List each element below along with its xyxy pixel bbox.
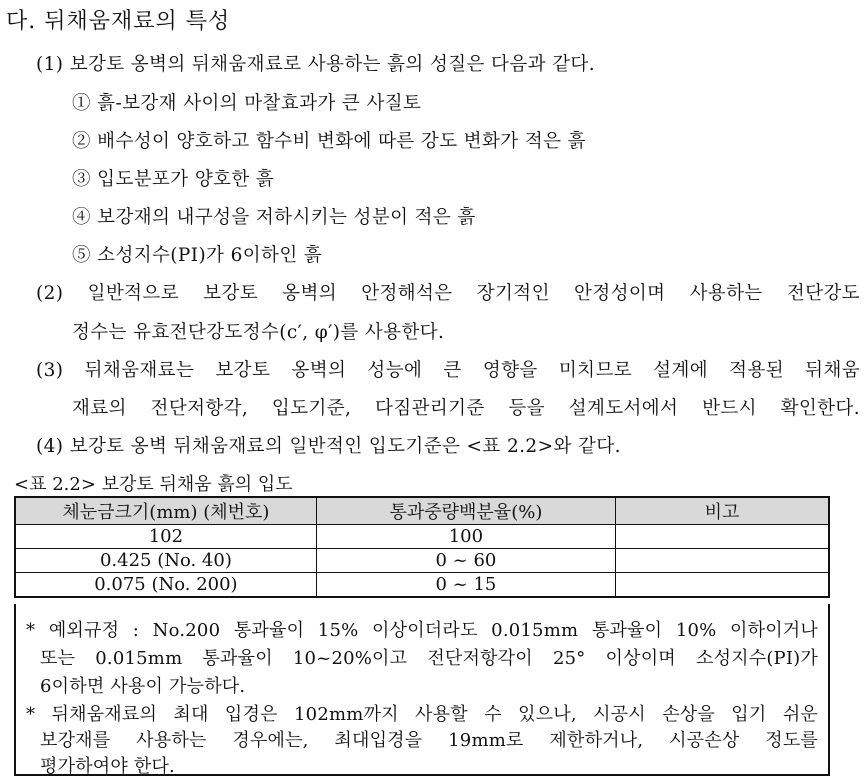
table-row [15, 549, 829, 573]
subitem-5: ⑤ 소성지수(PI)가 6이하인 흙 [72, 245, 323, 266]
item-3-line-1: (3) 뒤채움재료는 보강토 옹벽의 성능에 큰 영향을 미치므로 설계에 적용된 뒤채움 [36, 360, 860, 381]
cell-sieve: 0.425 (No. 40) [15, 549, 316, 573]
item-1: (1) 보강토 옹벽의 뒤채움재료로 사용하는 흙의 성질은 다음과 같다. [36, 54, 595, 75]
subitem-3: ③ 입도분포가 양호한 흙 [72, 169, 275, 190]
header-percent-passing: 통과중량백분율(%) [316, 497, 615, 525]
cell-percent: 0 ~ 60 [316, 549, 615, 573]
note-1-line-2: 또는 0.015mm 통과율이 10~20%이고 전단저항각이 25° 이상이며 소성지수(PI)가 [40, 648, 818, 669]
cell-percent: 100 [316, 525, 615, 549]
gradation-table [14, 496, 830, 598]
section-heading: 다. 뒤채움재료의 특성 [6, 9, 231, 34]
table-row [15, 573, 829, 598]
cell-sieve: 102 [15, 525, 316, 549]
cell-remarks [616, 573, 829, 598]
note-1-line-3: 6이하면 사용이 가능하다. [40, 676, 246, 697]
header-remarks: 비고 [616, 497, 829, 525]
cell-remarks [616, 525, 829, 549]
item-2-line-2: 정수는 유효전단강도정수(c′, φ′)를 사용한다. [72, 322, 445, 343]
note-2-line-2: 보강재를 사용하는 경우에는, 최대입경을 19mm로 제한하거나, 시공손상 정도를 [40, 730, 818, 751]
cell-sieve: 0.075 (No. 200) [15, 573, 316, 598]
subitem-2: ② 배수성이 양호하고 함수비 변화에 따른 강도 변화가 적은 흙 [72, 131, 586, 152]
table-caption: <표 2.2> 보강토 뒤채움 흙의 입도 [14, 474, 293, 495]
notes-box [14, 604, 830, 776]
note-2-line-3: 평가하여야 한다. [40, 756, 175, 777]
item-4: (4) 보강토 옹벽 뒤채움재료의 일반적인 입도기준은 <표 2.2>와 같다. [36, 436, 621, 457]
cell-remarks [616, 549, 829, 573]
header-sieve-size: 체눈금크기(mm) (체번호) [15, 497, 316, 525]
table-row [15, 525, 829, 549]
subitem-4: ④ 보강재의 내구성을 저하시키는 성분이 적은 흙 [72, 207, 476, 228]
cell-percent: 0 ~ 15 [316, 573, 615, 598]
item-3-line-2: 재료의 전단저항각, 입도기준, 다짐관리기준 등을 설계도서에서 반드시 확인한다. [72, 398, 860, 419]
item-2-line-1: (2) 일반적으로 보강토 옹벽의 안정해석은 장기적인 안정성이며 사용하는 전단강도 [36, 283, 860, 304]
note-1-line-1: * 예외규정 : No.200 통과율이 15% 이상이더라도 0.015mm 통과율이 10% 이하이거나 [26, 620, 818, 641]
subitem-1: ① 흙-보강재 사이의 마찰효과가 큰 사질토 [72, 93, 422, 114]
table-header-row [15, 497, 829, 525]
note-2-line-1: * 뒤채움재료의 최대 입경은 102mm까지 사용할 수 있으나, 시공시 손상을 입기 쉬운 [26, 704, 818, 725]
